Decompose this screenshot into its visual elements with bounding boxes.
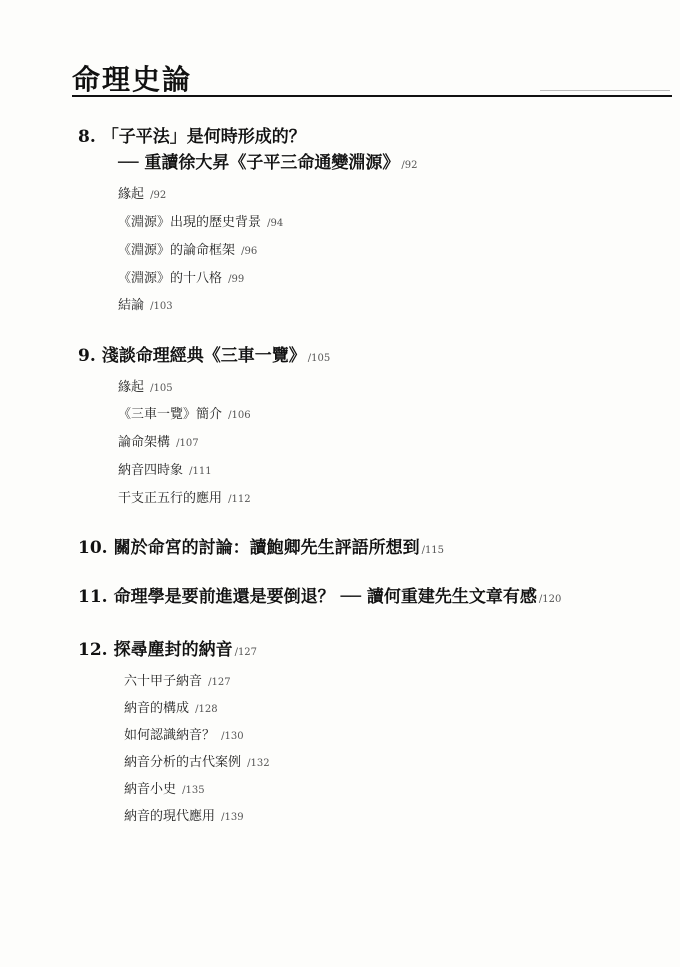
- toc-entry[interactable]: [118, 459, 212, 478]
- page-number: /127: [208, 677, 231, 688]
- chapter-title: 關於命宮的討論：讀鮑卿先生評語所想到: [113, 538, 420, 558]
- page-number: /94: [267, 218, 284, 229]
- entry-label: 六十甲子納音: [124, 674, 203, 689]
- toc-entry[interactable]: [124, 751, 270, 770]
- page-number: /130: [221, 731, 244, 742]
- page-number: /107: [176, 438, 199, 449]
- chapter-title: 命理學是要前進還是要倒退？ ── 讀何重建先生文章有感: [113, 587, 537, 607]
- entry-label: 納音的現代應用: [124, 809, 216, 824]
- entry-label: 納音的構成: [124, 701, 190, 716]
- header-rule-faint: [540, 90, 670, 91]
- entry-label: 緣起: [118, 187, 145, 202]
- page-number: /132: [247, 758, 270, 769]
- entry-label: 干支正五行的應用: [118, 491, 223, 506]
- page-number: /105: [307, 353, 331, 364]
- entry-label: 納音分析的古代案例: [124, 755, 242, 770]
- chapter-8-subtitle[interactable]: [118, 148, 417, 173]
- header-rule: [72, 95, 672, 97]
- toc-entry[interactable]: [118, 267, 244, 286]
- page-number: /92: [401, 160, 418, 171]
- toc-entry[interactable]: [118, 211, 283, 230]
- toc-entry[interactable]: [118, 183, 166, 202]
- chapter-title: 「子平法」是何時形成的？: [101, 127, 306, 147]
- toc-entry[interactable]: [124, 778, 205, 797]
- toc-entry[interactable]: [124, 724, 244, 743]
- page-number: /105: [150, 383, 173, 394]
- page-number: /127: [234, 647, 258, 658]
- entry-label: 《淵源》的論命框架: [118, 243, 236, 258]
- page-number: /111: [189, 466, 212, 477]
- entry-label: 《淵源》出現的歷史背景: [118, 215, 262, 230]
- entry-label: 《三車一覽》簡介: [118, 407, 223, 422]
- entry-label: 納音小史: [124, 782, 177, 797]
- page-number: /139: [221, 812, 244, 823]
- toc-entry[interactable]: [118, 403, 251, 422]
- toc-entry[interactable]: [118, 239, 257, 258]
- page-number: /115: [421, 545, 445, 556]
- toc-entry[interactable]: [124, 670, 231, 689]
- toc-entry[interactable]: [124, 697, 218, 716]
- page-number: /96: [241, 246, 258, 257]
- chapter-title: 探尋塵封的納音: [113, 640, 233, 660]
- chapter-8-heading[interactable]: [78, 122, 306, 147]
- entry-label: 《淵源》的十八格: [118, 271, 223, 286]
- entry-label: 如何認識納音？: [124, 728, 216, 743]
- toc-entry[interactable]: [118, 431, 199, 450]
- chapter-9-heading[interactable]: [78, 341, 330, 366]
- page-number: /92: [150, 190, 167, 201]
- entry-label: 納音四時象: [118, 463, 184, 478]
- chapter-number: 11.: [78, 587, 108, 607]
- chapter-11-heading[interactable]: [78, 582, 561, 607]
- book-title: 命理史論: [72, 63, 193, 96]
- page-number: /103: [150, 301, 173, 312]
- page-number: /128: [195, 704, 218, 715]
- page-number: /112: [228, 494, 251, 505]
- chapter-10-heading[interactable]: [78, 533, 444, 558]
- page-number: /99: [228, 274, 245, 285]
- toc-entry[interactable]: [124, 805, 244, 824]
- chapter-12-heading[interactable]: [78, 635, 257, 660]
- page-number: /106: [228, 410, 251, 421]
- chapter-number: 9.: [78, 346, 96, 366]
- entry-label: 論命架構: [118, 435, 171, 450]
- toc-entry[interactable]: [118, 487, 251, 506]
- chapter-number: 10.: [78, 538, 108, 558]
- entry-label: 緣起: [118, 380, 145, 395]
- chapter-number: 12.: [78, 640, 108, 660]
- entry-label: 結論: [118, 298, 145, 313]
- chapter-subtitle: ── 重讀徐大昇《子平三命通變淵源》: [118, 153, 400, 173]
- page-number: /135: [182, 785, 205, 796]
- chapter-title: 淺談命理經典《三車一覽》: [101, 346, 306, 366]
- toc-entry[interactable]: [118, 376, 173, 395]
- toc-entry[interactable]: [118, 294, 173, 313]
- chapter-number: 8.: [78, 127, 96, 147]
- page-number: /120: [538, 594, 562, 605]
